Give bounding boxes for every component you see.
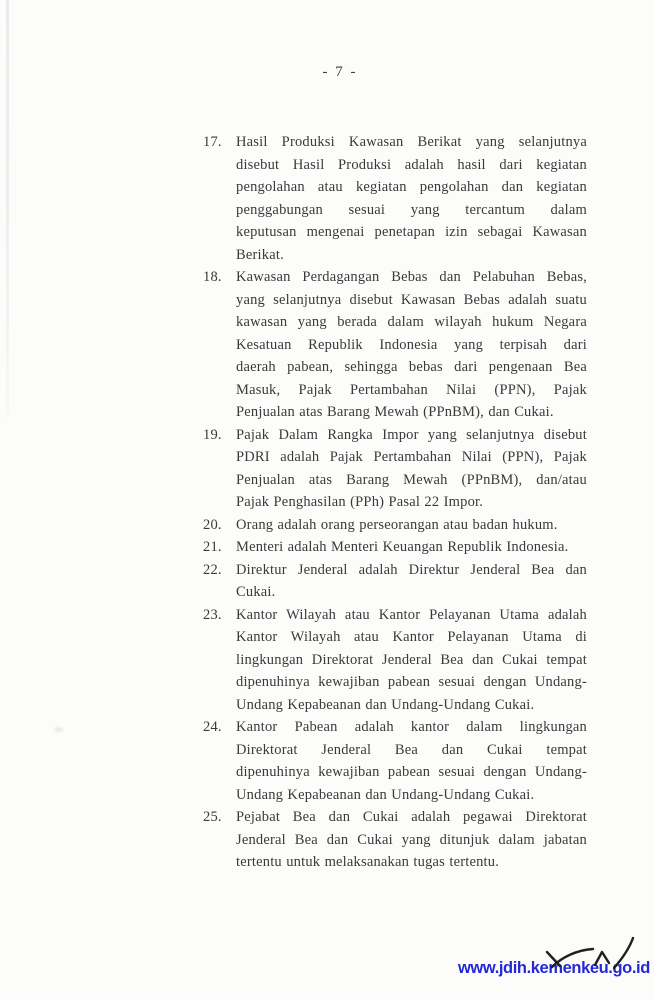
text-line: Undang Kepabeanan dan Undang-Undang Cukai. (236, 786, 535, 803)
item-number: 18. (203, 269, 222, 285)
text-line: Hasil Produksi Kawasan Berikat yang selanjutnya (236, 134, 587, 150)
list-item-17 (203, 131, 587, 266)
text-line: lingkungan Direktorat Jenderal Bea dan Cukai tempat (236, 651, 587, 668)
text-line: Penjualan atas Barang Mewah (PPnBM), dan/atau (236, 471, 587, 488)
text-line: yang selanjutnya disebut Kawasan Bebas adalah suatu (236, 291, 587, 308)
text-line: Undang Kepabeanan dan Undang-Undang Cukai. (236, 696, 535, 713)
item-number: 19. (203, 426, 222, 443)
item-text (236, 266, 587, 424)
text-line: Cukai. (236, 584, 276, 600)
text-line: Menteri adalah Menteri Keuangan Republik Indonesia. (236, 539, 569, 555)
list-item-20 (203, 514, 587, 537)
list-item-24 (203, 716, 587, 806)
text-line: pengolahan atau kegiatan pengolahan dan kegiatan (236, 179, 587, 195)
page-number: - 7 - (322, 64, 358, 80)
text-line: Pajak Penghasilan (PPh) Pasal 22 Impor. (236, 494, 484, 510)
text-line: disebut Hasil Produksi adalah hasil dari kegiatan (236, 156, 587, 173)
list-item-19 (203, 424, 587, 514)
text-line: kawasan yang berada dalam wilayah hukum Negara (236, 314, 587, 330)
text-line: penggabungan sesuai yang tercantum dalam (236, 201, 587, 218)
list-item-21 (203, 536, 587, 559)
item-number: 17. (203, 134, 222, 150)
item-text (236, 806, 587, 874)
item-number: 21. (203, 539, 222, 555)
text-line: Jenderal Bea dan Cukai yang ditunjuk dalam jabatan (236, 831, 587, 848)
text-line: Berikat. (236, 246, 284, 263)
text-line: Kantor Wilayah atau Kantor Pelayanan Utama adalah (236, 606, 587, 623)
item-text (236, 559, 587, 604)
text-line: dipenuhinya kewajiban pabean sesuai dengan Undang- (236, 764, 587, 780)
list-item-23 (203, 604, 587, 717)
item-number: 25. (203, 809, 222, 825)
text-line: Kantor Wilayah atau Kantor Pelayanan Utama di (236, 629, 587, 645)
text-line: daerah pabean, sehingga bebas dari pengenaan Bea (236, 359, 587, 375)
item-text (236, 604, 587, 717)
watermark-url: www.jdih.kemenkeu.go.id (458, 959, 650, 977)
list-item-25 (203, 806, 587, 874)
text-line: dipenuhinya kewajiban pabean sesuai dengan Undang- (236, 674, 587, 690)
item-text (236, 514, 587, 537)
item-number: 23. (203, 606, 222, 623)
scan-smudge (54, 727, 63, 732)
text-line: Penjualan atas Barang Mewah (PPnBM), dan Cukai. (236, 404, 554, 420)
scan-artifact-line (6, 0, 9, 418)
text-line: Masuk, Pajak Pertambahan Nilai (PPN), Pajak (236, 381, 587, 398)
item-number: 22. (203, 561, 222, 578)
text-line: Kesatuan Republik Indonesia yang terpisah dari (236, 336, 587, 353)
item-text (236, 536, 587, 559)
text-line: Kawasan Perdagangan Bebas dan Pelabuhan Bebas, (236, 269, 587, 285)
item-number: 20. (203, 516, 222, 533)
list-item-18 (203, 266, 587, 424)
definition-list (203, 131, 587, 874)
text-line: keputusan mengenai penetapan izin sebagai Kawasan (236, 224, 587, 240)
text-line: PDRI adalah Pajak Pertambahan Nilai (PPN), Pajak (236, 449, 587, 465)
text-line: Direktorat Jenderal Bea dan Cukai tempat (236, 741, 587, 758)
item-number: 24. (203, 719, 222, 735)
item-text (236, 131, 587, 266)
text-line: Direktur Jenderal adalah Direktur Jenderal Bea dan (236, 561, 587, 578)
list-item-22 (203, 559, 587, 604)
text-line: Pajak Dalam Rangka Impor yang selanjutnya disebut (236, 426, 587, 443)
text-line: Orang adalah orang perseorangan atau badan hukum. (236, 516, 558, 533)
text-line: tertentu untuk melaksanakan tugas tertentu. (236, 854, 500, 870)
item-text (236, 424, 587, 514)
item-text (236, 716, 587, 806)
text-line: Kantor Pabean adalah kantor dalam lingkungan (236, 719, 587, 735)
text-line: Pejabat Bea dan Cukai adalah pegawai Direktorat (236, 809, 587, 825)
